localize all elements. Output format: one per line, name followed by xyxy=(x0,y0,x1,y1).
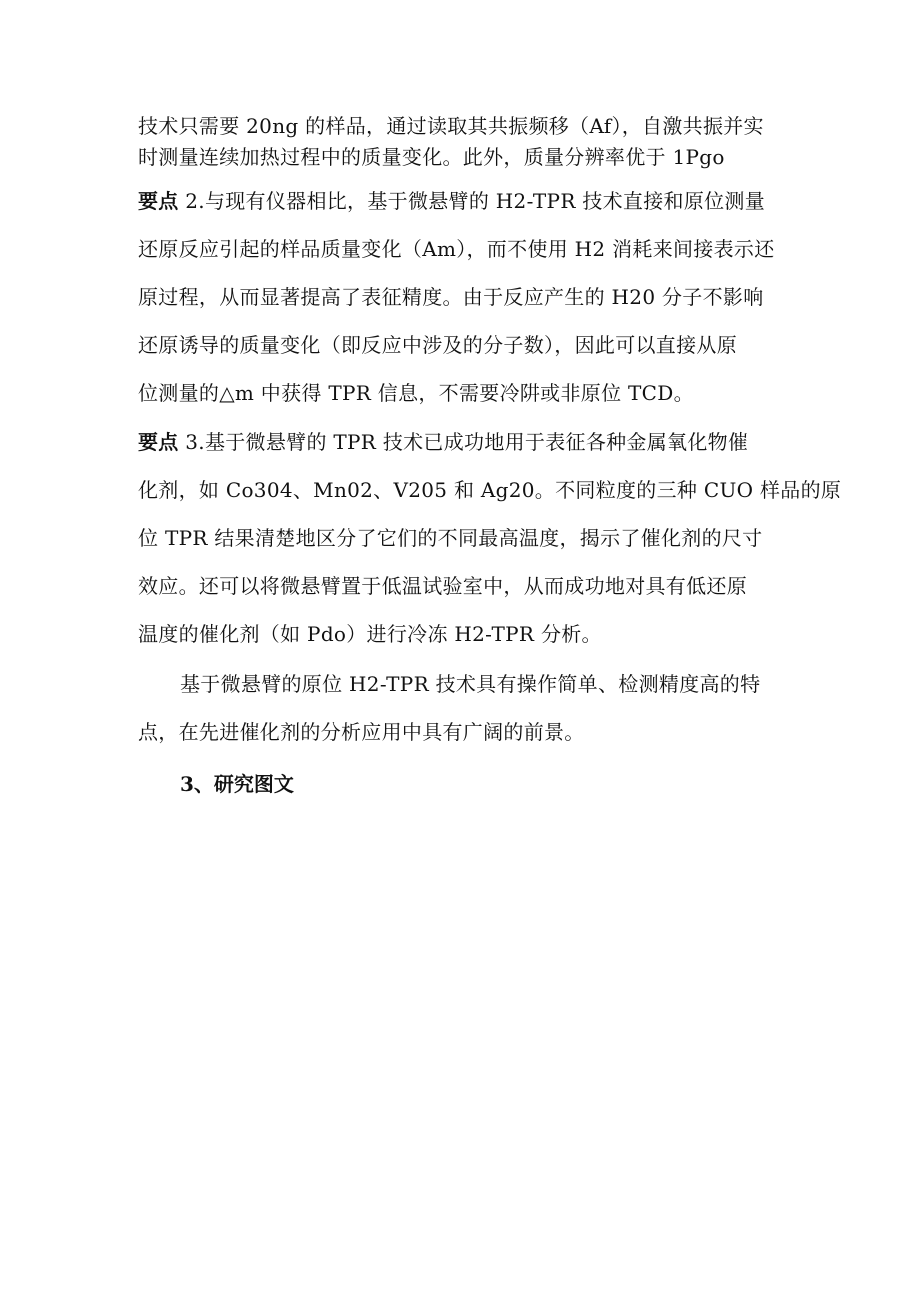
summary-line-1: 基于微悬臂的原位 H2-TPR 技术具有操作简单、检测精度高的特 xyxy=(180,672,761,696)
summary-line-2: 点，在先进催化剂的分析应用中具有广阔的前景。 xyxy=(138,720,585,744)
point3-line-1-text: 3.基于微悬臂的 TPR 技术已成功地用于表征各种金属氧化物催 xyxy=(178,430,749,454)
point2-label: 要点 xyxy=(138,189,179,213)
summary-paragraph xyxy=(138,660,786,756)
point3-paragraph xyxy=(138,418,842,658)
point2-line-1 xyxy=(138,177,786,225)
point2-line-1-text: 2.与现有仪器相比，基于微悬臂的 H2-TPR 技术直接和原位测量 xyxy=(178,189,766,213)
intro-line-1: 技术只需要 20ng 的样品，通过读取其共振频移（Af），自激共振并实 xyxy=(138,114,764,138)
point3-line-3: 位 TPR 结果清楚地区分了它们的不同最高温度，揭示了催化剂的尺寸 xyxy=(138,526,763,550)
point3-line-5: 温度的催化剂（如 Pdo）进行冷冻 H2-TPR 分析。 xyxy=(138,622,602,646)
point2-line-5: 位测量的△m 中获得 TPR 信息，不需要冷阱或非原位 TCD。 xyxy=(138,381,694,405)
section-heading: 3、研究图文 xyxy=(180,772,294,796)
intro-paragraph xyxy=(138,111,786,173)
intro-line-2: 时测量连续加热过程中的质量变化。此外，质量分辨率优于 1Pgo xyxy=(138,145,725,169)
point3-line-1 xyxy=(138,418,786,466)
point3-label: 要点 xyxy=(138,430,179,454)
point2-paragraph xyxy=(138,177,786,417)
point2-line-2: 还原反应引起的样品质量变化（Am），而不使用 H2 消耗来间接表示还 xyxy=(138,237,775,261)
point2-line-4: 还原诱导的质量变化（即反应中涉及的分子数），因此可以直接从原 xyxy=(138,333,737,357)
point3-line-4: 效应。还可以将微悬臂置于低温试验室中，从而成功地对具有低还原 xyxy=(138,574,747,598)
point3-line-2: 化剂，如 Co304、Mn02、V205 和 Ag20。不同粒度的三种 CUO 样品的原 xyxy=(138,478,842,502)
point2-line-3: 原过程，从而显著提高了表征精度。由于反应产生的 H20 分子不影响 xyxy=(138,285,764,309)
